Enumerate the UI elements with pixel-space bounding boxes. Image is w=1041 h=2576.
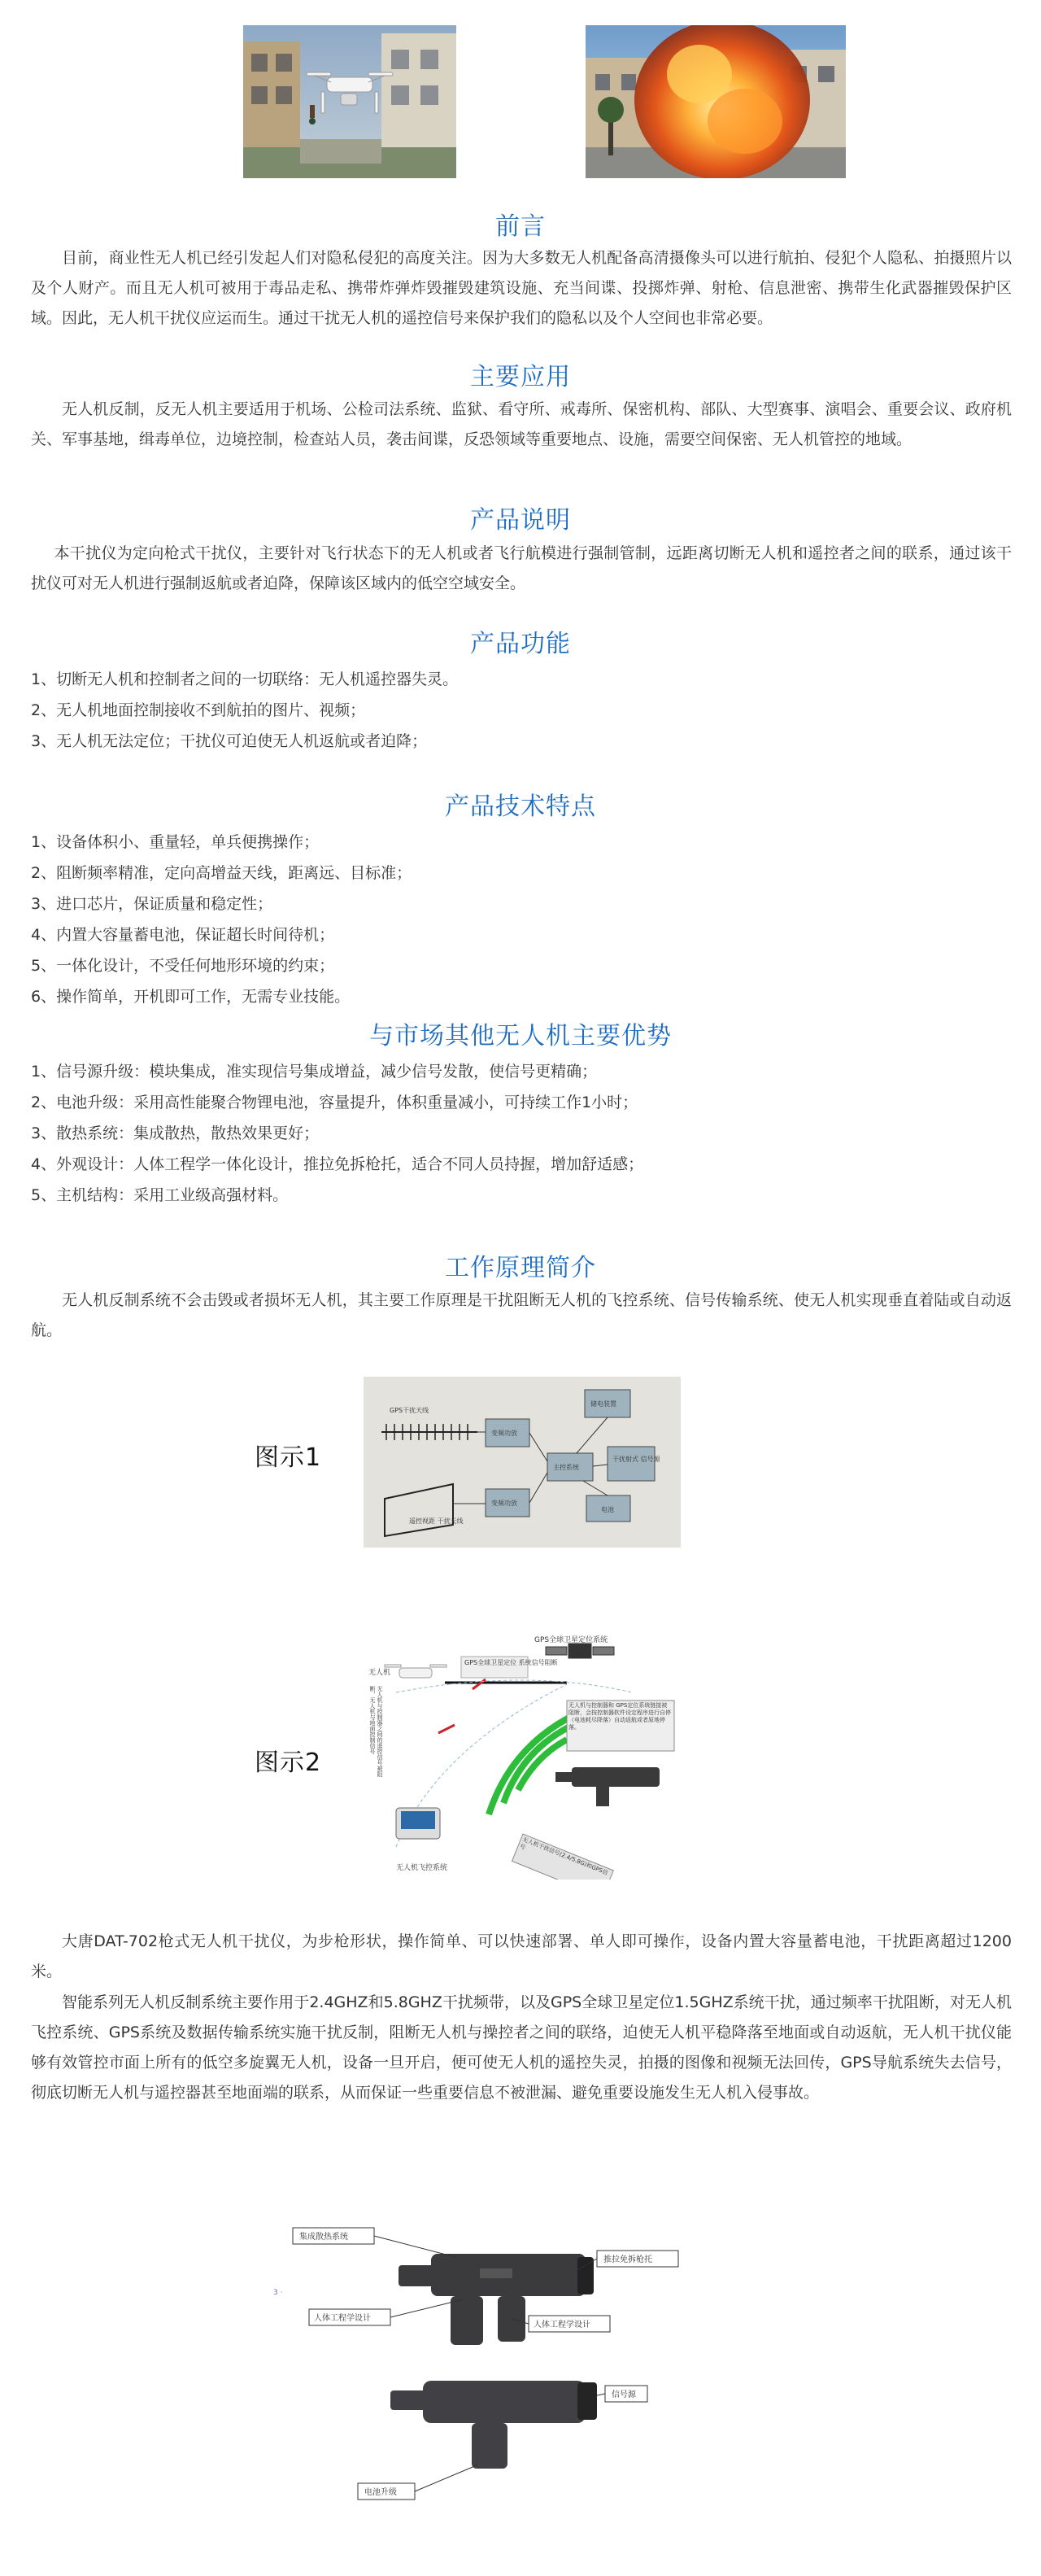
small-mark: 3 · bbox=[273, 2289, 283, 2297]
product-intro-paragraph-2: 智能系列无人机反制系统主要作用于2.4GHZ和5.8GHZ干扰频带，以及GPS全球卫星定位1.5GHZ系统干扰，通过频率干扰阻断，对无人机飞控系统、GPS系统及数据传输系统实施干扰反制，阻断无人机与操控者之间的联络，迫使无人机平稳降落至地面或自动返航，无人机干扰仪能够有效管控市面上所有的低空多旋翼无人机，设备一旦开启，便可使无人机的遥控失灵，拍摄的图像和视频无法回传，GPS导航系统失去信号，彻底切断无人机与遥控器甚至地面端的联系，从而保证一些重要信息不被泄漏、避免重要设施发生无人机入侵事故。 bbox=[31, 1993, 1012, 2102]
features-list bbox=[31, 827, 1007, 1012]
fig2-blocked-note: 无人机与控制器和 GPS定位系统链接被阻断，会按控制器软件设定程序进行自停（电池耗尽降落）自动返航或者原地停落。 bbox=[568, 1702, 671, 1731]
advantages-title: 与市场其他无人机主要优势 bbox=[369, 1022, 672, 1050]
applications-title: 主要应用 bbox=[470, 363, 571, 391]
figure2-label: 图示2 bbox=[255, 1749, 322, 1777]
features-title: 产品技术特点 bbox=[445, 792, 596, 821]
features-item: 6、操作简单，开机即可工作，无需专业技能。 bbox=[31, 988, 351, 1006]
fig1-battery: 电池 bbox=[601, 1506, 614, 1513]
fig1-power-mgmt: 储电装置 bbox=[590, 1400, 616, 1408]
advantages-item: 5、主机结构：采用工业级高强材料。 bbox=[31, 1186, 289, 1204]
functions-title: 产品功能 bbox=[470, 630, 571, 658]
functions-list bbox=[31, 664, 1007, 757]
intro-title: 前言 bbox=[495, 212, 546, 241]
product-intro-paragraph-1: 大唐DAT-702枪式无人机干扰仪，为步枪形状，操作简单、可以快速部署、单人即可操作，设备内置大容量蓄电池，干扰距离超过1200米。 bbox=[31, 1932, 1012, 1980]
explosion-photo-graphic bbox=[586, 25, 846, 178]
callout-signal-source: 信号源 bbox=[612, 2390, 636, 2399]
callout-battery: 电池升级 bbox=[364, 2488, 397, 2497]
advantages-item: 2、电池升级：采用高性能聚合物锂电池，容量提升，体积重量减小，可持续工作1小时； bbox=[31, 1094, 638, 1111]
principle-title: 工作原理简介 bbox=[445, 1254, 596, 1282]
fig2-controller-label: 无人机飞控系统 bbox=[396, 1864, 448, 1872]
drone-photo-graphic bbox=[243, 25, 456, 178]
advantages-item: 4、外观设计：人体工程学一体化设计，推拉免拆枪托，适合不同人员持握，增加舒适感； bbox=[31, 1155, 644, 1173]
figure2-diagram-graphic bbox=[364, 1635, 681, 1880]
callout-heat-system: 集成散热系统 bbox=[299, 2233, 348, 2242]
fig2-satellite-label: GPS全球卫星定位系统 bbox=[534, 1636, 608, 1644]
product-figure-graphic bbox=[268, 2221, 756, 2514]
functions-item: 2、无人机地面控制接收不到航拍的图片、视频； bbox=[31, 701, 366, 719]
intro-paragraph: 目前，商业性无人机已经引发起人们对隐私侵犯的高度关注。因为大多数无人机配备高清摄像头可以进行航拍、侵犯个人隐私、拍摄照片以及个人财产。而且无人机可被用于毒品走私、携带炸弹炸毁摧毁建筑设施、充当间谍、投掷炸弹、射枪、信息泄密、携带生化武器摧毁保护区域。因此，无人机干扰仪应运而生。通过干扰无人机的遥控信号来保护我们的隐私以及个人空间也非常必要。 bbox=[31, 249, 1012, 327]
fig2-left-note: 无人机与控制器之间的遥控信号被阻断，无人机与地面控制信号 bbox=[369, 1686, 383, 1777]
fig1-gps-antenna-label: GPS干扰天线 bbox=[390, 1407, 429, 1414]
fig1-signal-source: 干扰射式 信号源 bbox=[612, 1456, 660, 1463]
fig2-gps-link-label: GPS全球卫星定位 系统信号阻断 bbox=[464, 1659, 558, 1666]
description-paragraph: 本干扰仪为定向枪式干扰仪，主要针对飞行状态下的无人机或者飞行航模进行强制管制，远距离切断无人机和遥控者之间的联系，通过该干扰仪可对无人机进行强制返航或者迫降，保障该区域内的低空空域安全。 bbox=[31, 544, 1012, 592]
drone-photo bbox=[243, 25, 456, 178]
features-item: 2、阻断频率精准，定向高增益天线，距离远、目标准； bbox=[31, 864, 412, 882]
features-item: 3、进口芯片，保证质量和稳定性； bbox=[31, 895, 273, 913]
functions-item: 1、切断无人机和控制者之间的一切联络：无人机遥控器失灵。 bbox=[31, 670, 459, 688]
features-item: 1、设备体积小、重量轻，单兵便携操作； bbox=[31, 833, 320, 851]
callout-ergonomic-right: 人体工程学设计 bbox=[534, 2321, 590, 2329]
description-title: 产品说明 bbox=[470, 506, 571, 535]
functions-item: 3、无人机无法定位；干扰仪可迫使无人机返航或者迫降； bbox=[31, 732, 428, 750]
figure1-diagram-graphic bbox=[364, 1377, 681, 1548]
fig1-module-top: 变频功放 bbox=[491, 1430, 517, 1437]
callout-ergonomic-left: 人体工程学设计 bbox=[314, 2314, 371, 2323]
advantages-list bbox=[31, 1056, 1007, 1211]
fig1-module-bottom: 变频功放 bbox=[491, 1500, 517, 1507]
fig2-jam-note: 无人机干扰信号(2.4/5.8G)和GPS信号 bbox=[518, 1836, 609, 1877]
fig2-drone-label: 无人机 bbox=[368, 1669, 391, 1677]
principle-paragraph: 无人机反制系统不会击毁或者损坏无人机，其主要工作原理是干扰阻断无人机的飞控系统、信号传输系统、使无人机实现垂直着陆或自动返航。 bbox=[31, 1291, 1012, 1339]
product-figure bbox=[268, 2221, 756, 2514]
figure2-diagram bbox=[364, 1635, 681, 1880]
callout-stock: 推拉免拆枪托 bbox=[603, 2255, 652, 2264]
fig1-remote-antenna-label: 遥控视距 干扰天线 bbox=[409, 1517, 464, 1525]
explosion-photo bbox=[586, 25, 846, 178]
features-item: 4、内置大容量蓄电池，保证超长时间待机； bbox=[31, 926, 335, 944]
figure1-label: 图示1 bbox=[255, 1443, 322, 1472]
fig1-controller: 主控系统 bbox=[553, 1464, 579, 1471]
figure1-block-diagram bbox=[364, 1377, 681, 1548]
applications-paragraph: 无人机反制，反无人机主要适用于机场、公检司法系统、监狱、看守所、戒毒所、保密机构、部队、大型赛事、演唱会、重要会议、政府机关、军事基地，缉毒单位，边境控制，检查站人员，袭击间谍，反恐领域等重要地点、设施，需要空间保密、无人机管控的地域。 bbox=[31, 400, 1012, 448]
advantages-item: 1、信号源升级：模块集成，准实现信号集成增益，减少信号发散，使信号更精确； bbox=[31, 1063, 598, 1081]
advantages-item: 3、散热系统：集成散热，散热效果更好； bbox=[31, 1124, 320, 1142]
features-item: 5、一体化设计，不受任何地形环境的约束； bbox=[31, 957, 335, 975]
